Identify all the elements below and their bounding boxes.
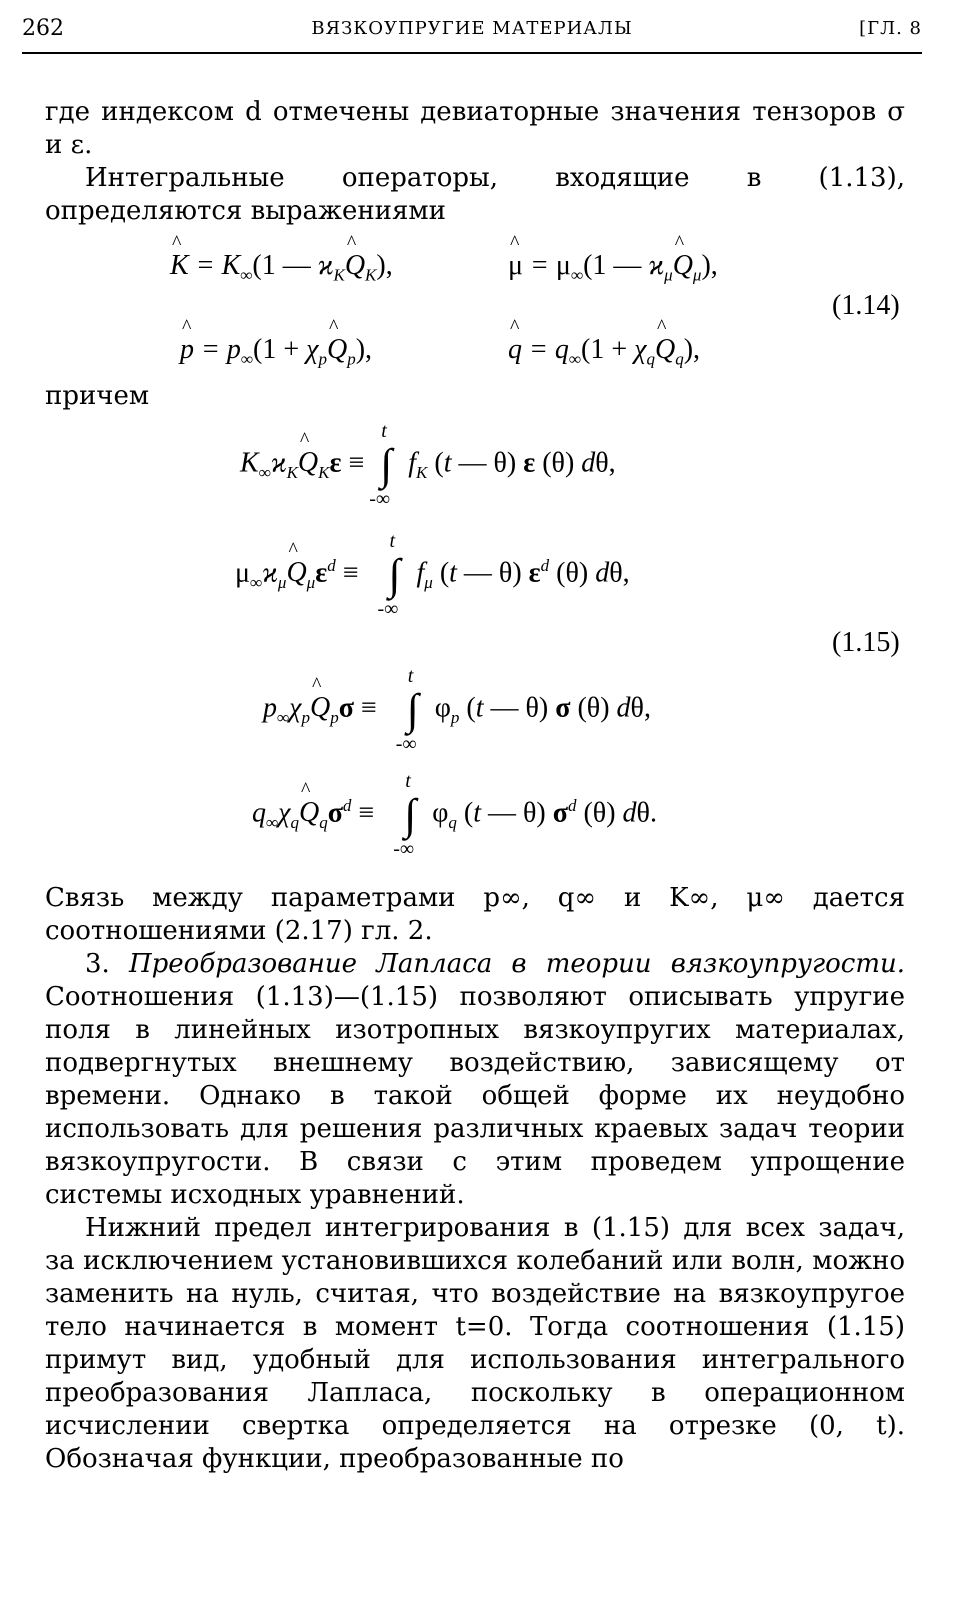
eq-mu-integral: $\mu_\infty ϰ_\mu\^{}$ $Q_\mu\varepsilon^d$ ≡ ∫ t -∞ $f_\mu$ (t — θ) $\varepsilon^d$ (θ) dθ, [235, 555, 630, 595]
eq-q-integral: $q_\infty\chi_q\^{}$ $Q_q\sigma^d$ ≡ ∫ t -∞ $\varphi_q$ (t — θ) $\sigma^d$ (θ) dθ. [252, 795, 657, 835]
paragraph-6: Нижний предел интегрирования в (1.15) для всех задач, за исключением установившихся колебаний или волн, можно заменить на нуль, считая, что воздействие на вязкоупругое тело начинается в момент t=0. Тогда соотношения (1.15) примут вид, удобный для использования интегрального преобразования Лапласа, поскольку в операционном исчислении свертка определяется на отрезке (0, t). Обозначая функции, преобразованные по [45, 1213, 905, 1474]
page-header [22, 12, 922, 52]
paragraph-2: Интегральные операторы, входящие в (1.13), определяются выражениями [45, 163, 905, 226]
section-body: Соотношения (1.13)—(1.15) позволяют описывать упругие поля в линейных изотропных вязкоупругих материалах, подвергнутых внешнему воздействию, зависящему от времени. Однако в такой общей форме их неудобно использовать для решения различных краевых задач теории вязкоупругости. В связи с этим проведем упрощение системы исходных уравнений. [45, 982, 905, 1210]
eq-K-hat: ^ $K = K_\infty(1$ — $ϰ_K\^{}$ $Q_K$), [170, 250, 393, 286]
header-rule [22, 52, 922, 54]
paragraph-5 [45, 948, 905, 1212]
paragraph-4: Связь между параметрами p∞, q∞ и K∞, μ∞ дается соотношениями (2.17) гл. 2. [45, 883, 905, 946]
paragraph-3-lead: причем [45, 381, 150, 411]
page-number: 262 [22, 16, 64, 41]
section-title: Преобразование Лапласа в теории вязкоупругости. [128, 949, 905, 979]
chapter-label: [ГЛ. 8 [859, 18, 922, 39]
paragraph-1: где индексом d отмечены девиаторные значения тензоров σ и ε. [45, 97, 905, 160]
eq-q-hat: ^ $q = q_\infty(1$ + $\chi_q\^{}$ $Q_q$), [508, 334, 700, 370]
equation-number-1-15: (1.15) [832, 627, 900, 658]
eq-p-integral: $p_\infty\chi_p\^{}$ $Q_p\sigma$ ≡ ∫ t -∞ $\varphi_p$ (t — θ) σ (θ) dθ, [263, 690, 651, 730]
eq-p-hat: ^ $p = p_\infty(1$ + $\chi_p\^{}$ $Q_p$), [180, 334, 372, 370]
section-number: 3. [85, 949, 110, 979]
eq-K-integral: $K_\infty ϰ_K\^{}$ $Q_K\varepsilon$ ≡ ∫ t -∞ $f_K$ (t — θ) ε (θ) dθ, [240, 445, 616, 485]
running-title: ВЯЗКОУПРУГИЕ МАТЕРИАЛЫ [311, 18, 633, 39]
equation-number-1-14: (1.14) [832, 290, 900, 321]
eq-mu-hat: ^ $\mu = \mu_\infty(1$ — $ϰ_\mu\^{}$ $Q_\mu$), [508, 250, 718, 286]
